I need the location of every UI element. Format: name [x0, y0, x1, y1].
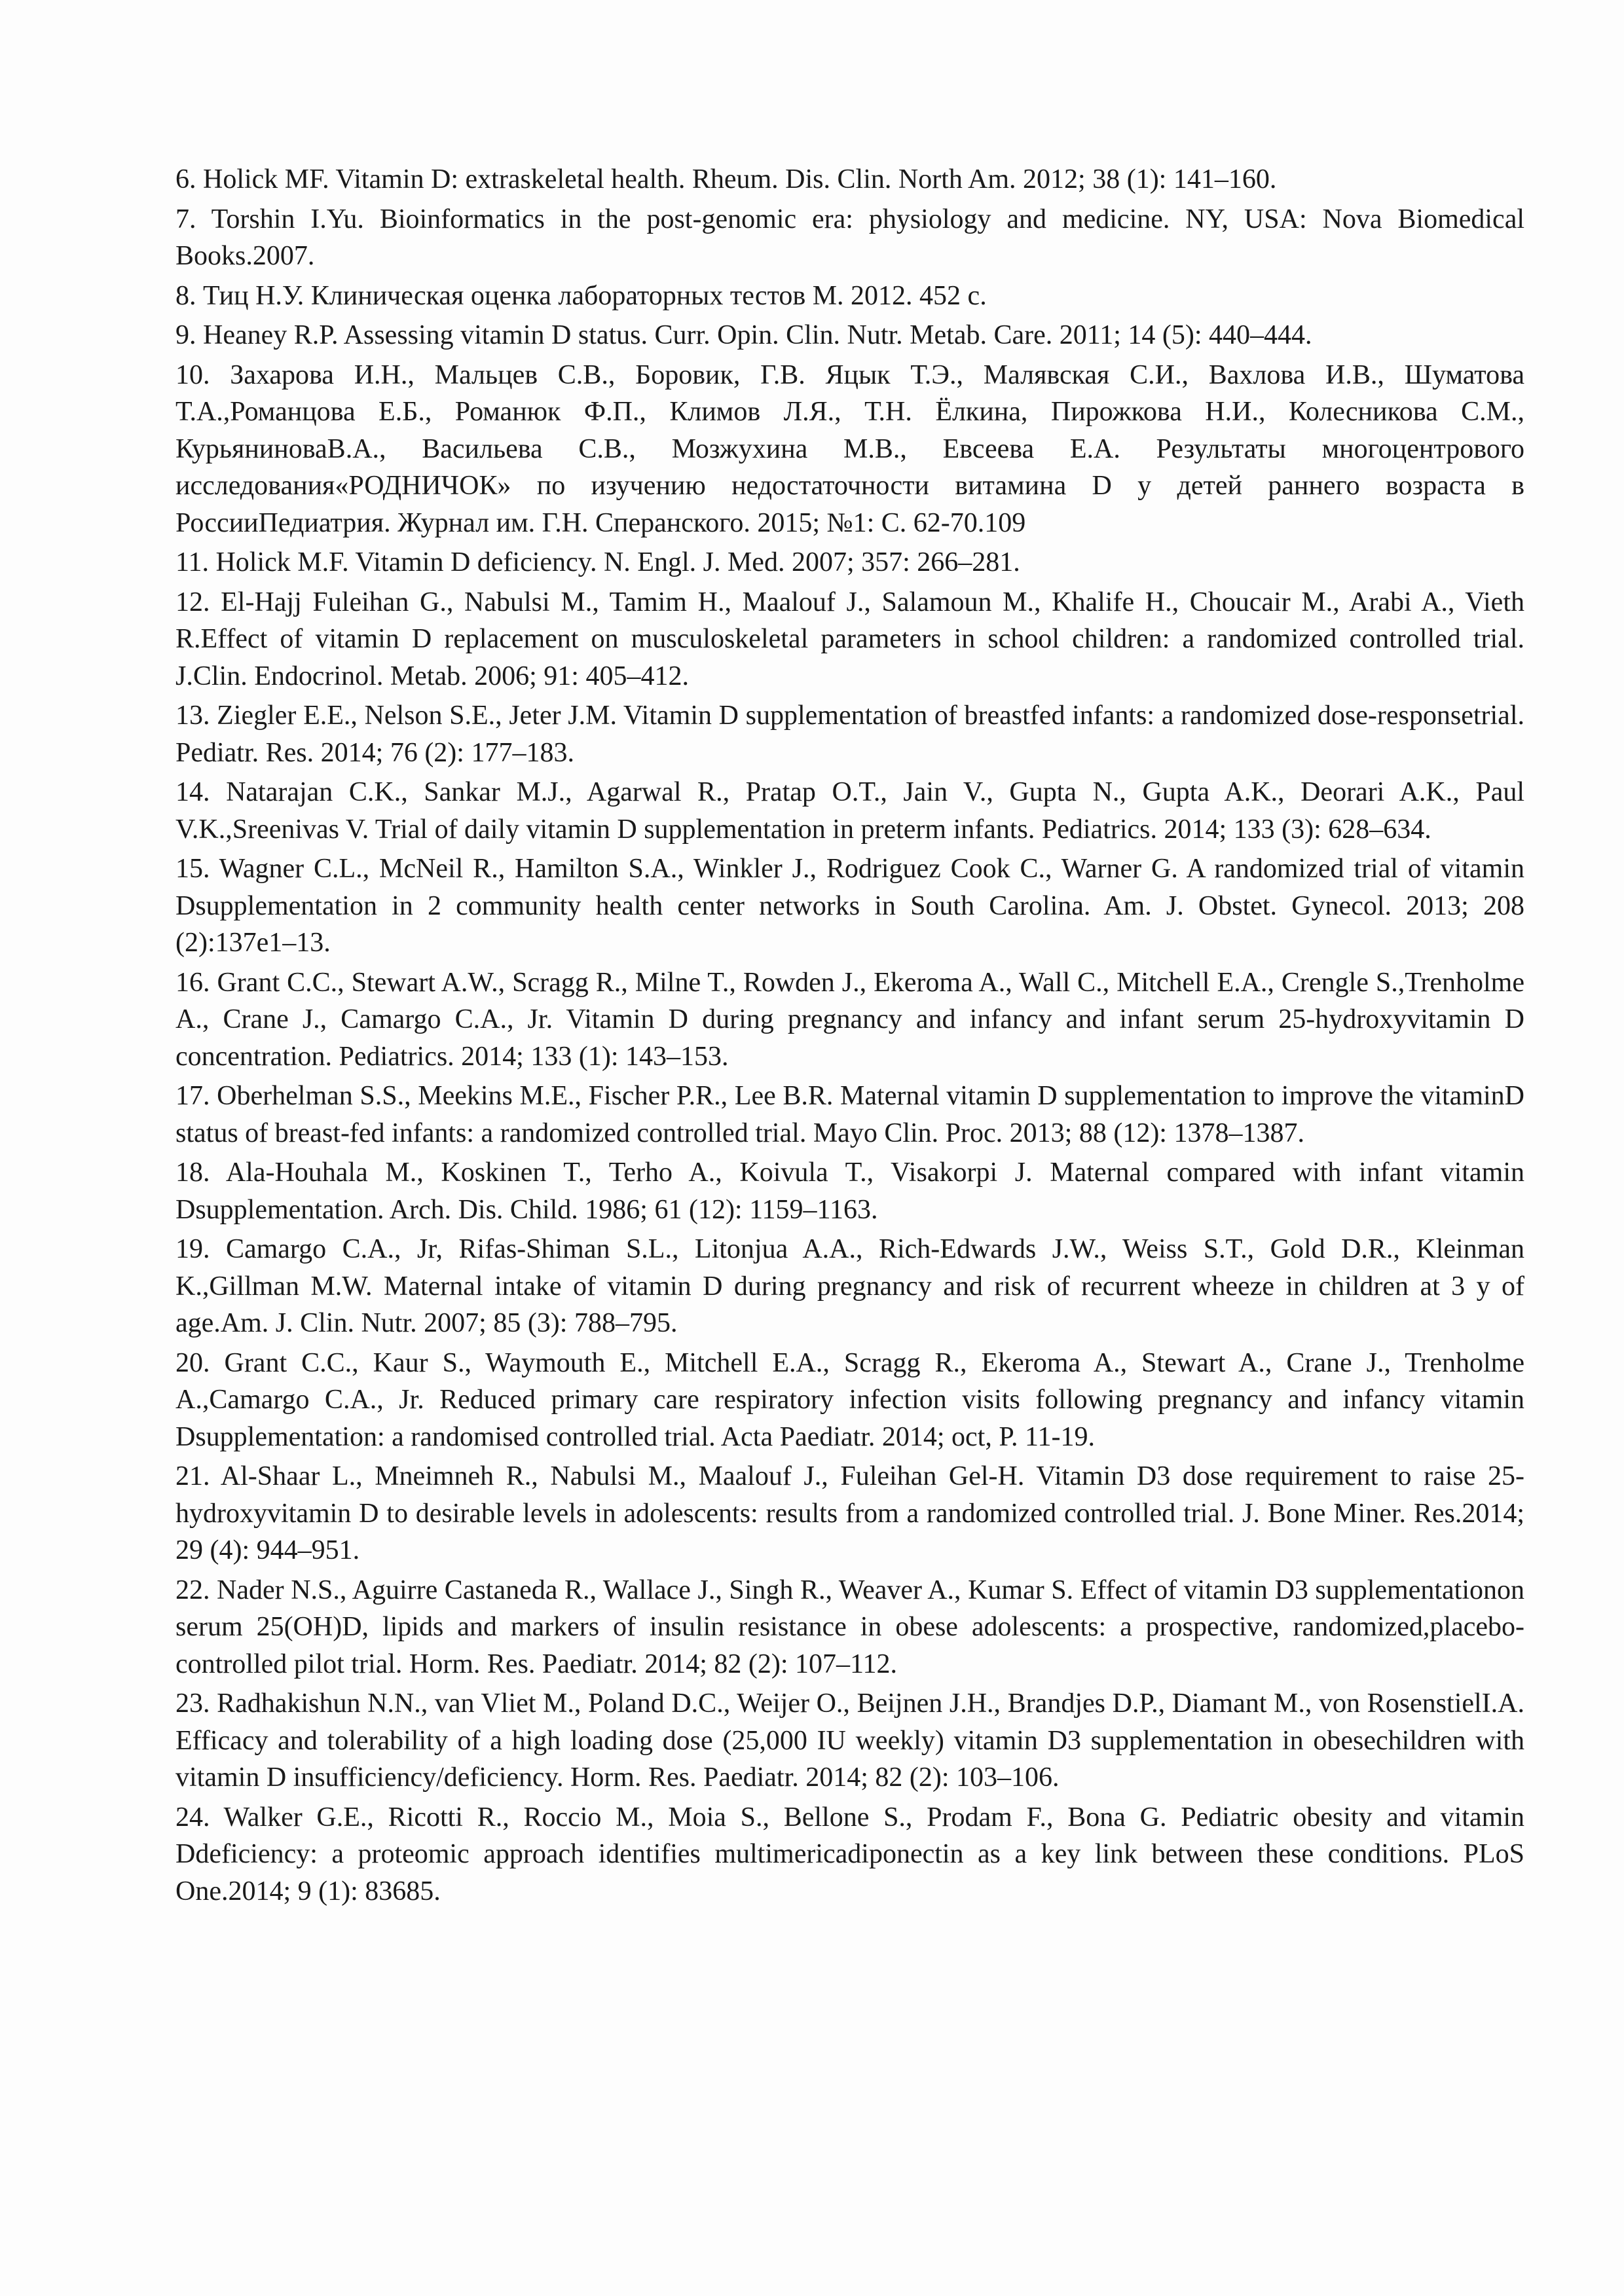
reference-item-13: 13. Ziegler E.E., Nelson S.E., Jeter J.M. Vitamin D supplementation of breastfed infants: a randomized dose-responsetrial. Pediatr. Res. 2014; 76 (2): 177–183.	[175, 701, 1524, 768]
reference-item-7: 7. Torshin I.Yu. Bioinformatics in the post-genomic era: physiology and medicine. NY, USA: Nova Biomedical Books.2007.	[175, 204, 1524, 271]
reference-item-21: 21. Al-Shaar L., Mneimneh R., Nabulsi M., Maalouf J., Fuleihan Gel-H. Vitamin D3 dose requirement to raise 25-hydroxyvitamin D to desirable levels in adolescents: results from a randomized controlled trial. J. Bone Miner. Res.2014; 29 (4): 944–951.	[175, 1461, 1524, 1565]
reference-item-22: 22. Nader N.S., Aguirre Castaneda R., Wallace J., Singh R., Weaver A., Kumar S. Effect of vitamin D3 supplementationon serum 25(OH)D, lipids and markers of insulin resistance in obese adolescents: a prospective, randomized,placebo-controlled pilot trial. Horm. Res. Paediatr. 2014; 82 (2): 107–112.	[175, 1575, 1524, 1679]
reference-item-24: 24. Walker G.E., Ricotti R., Roccio M., Moia S., Bellone S., Prodam F., Bona G. Pediatric obesity and vitamin Ddeficiency: a proteomic approach identifies multimericadiponectin as a key link between these conditions. PLoS One.2014; 9 (1): 83685.	[175, 1802, 1524, 1906]
reference-list	[175, 161, 1524, 1912]
reference-item-15: 15. Wagner C.L., McNeil R., Hamilton S.A., Winkler J., Rodriguez Cook C., Warner G. A randomized trial of vitamin Dsupplementation in 2 community health center networks in South Carolina. Am. J. Obstet. Gynecol. 2013; 208 (2):137e1–13.	[175, 854, 1524, 958]
reference-item-20: 20. Grant C.C., Kaur S., Waymouth E., Mitchell E.A., Scragg R., Ekeroma A., Stewart A., Crane J., Trenholme A.,Camargo C.A., Jr. Reduced primary care respiratory infection visits following pregnancy and infancy vitamin Dsupplementation: a randomised controlled trial. Acta Paediatr. 2014; oct, P. 11-19.	[175, 1347, 1524, 1452]
reference-item-9: 9. Heaney R.P. Assessing vitamin D status. Curr. Opin. Clin. Nutr. Metab. Care. 2011; 14 (5): 440–444.	[175, 320, 1312, 350]
reference-item-10: 10. Захарова И.Н., Мальцев С.В., Боровик, Г.В. Яцык Т.Э., Малявская С.И., Вахлова И.В., Шуматова Т.А.,Романцова Е.Б., Романюк Ф.П., Климов Л.Я., Т.Н. Ёлкина, Пирожкова Н.И., Колесникова С.М., КурьяниноваВ.А., Васильева С.В., Мозжухина М.В., Евсеева Е.А. Результаты многоцентрового исследования«РОДНИЧОК» по изучению недостаточности витамина D у детей раннего возраста в РоссииПедиатрия. Журнал им. Г.Н. Сперанского. 2015; №1: С. 62-70.109	[175, 359, 1524, 538]
reference-item-12: 12. El-Hajj Fuleihan G., Nabulsi M., Tamim H., Maalouf J., Salamoun M., Khalife H., Choucair M., Arabi A., Vieth R.Effect of vitamin D replacement on musculoskeletal parameters in school children: a randomized controlled trial. J.Clin. Endocrinol. Metab. 2006; 91: 405–412.	[175, 587, 1524, 691]
reference-item-19: 19. Camargo C.A., Jr, Rifas-Shiman S.L., Litonjua A.A., Rich-Edwards J.W., Weiss S.T., Gold D.R., Kleinman K.,Gillman M.W. Maternal intake of vitamin D during pregnancy and risk of recurrent wheeze in children at 3 y of age.Am. J. Clin. Nutr. 2007; 85 (3): 788–795.	[175, 1234, 1524, 1338]
reference-item-23: 23. Radhakishun N.N., van Vliet M., Poland D.C., Weijer O., Beijnen J.H., Brandjes D.P., Diamant M., von RosenstielI.A. Efficacy and tolerability of a high loading dose (25,000 IU weekly) vitamin D3 supplementation in obesechildren with vitamin D insufficiency/deficiency. Horm. Res. Paediatr. 2014; 82 (2): 103–106.	[175, 1688, 1524, 1793]
reference-item-18: 18. Ala-Houhala M., Koskinen T., Terho A., Koivula T., Visakorpi J. Maternal compared with infant vitamin Dsupplementation. Arch. Dis. Child. 1986; 61 (12): 1159–1163.	[175, 1157, 1524, 1225]
reference-item-6: 6. Holick MF. Vitamin D: extraskeletal health. Rheum. Dis. Clin. North Am. 2012; 38 (1): 141–160.	[175, 164, 1277, 194]
reference-item-14: 14. Natarajan C.K., Sankar M.J., Agarwal R., Pratap O.T., Jain V., Gupta N., Gupta A.K., Deorari A.K., Paul V.K.,Sreenivas V. Trial of daily vitamin D supplementation in preterm infants. Pediatrics. 2014; 133 (3): 628–634.	[175, 777, 1524, 845]
reference-item-16: 16. Grant C.C., Stewart A.W., Scragg R., Milne T., Rowden J., Ekeroma A., Wall C., Mitchell E.A., Crengle S.,Trenholme A., Crane J., Camargo C.A., Jr. Vitamin D during pregnancy and infancy and infant serum 25-hydroxyvitamin D concentration. Pediatrics. 2014; 133 (1): 143–153.	[175, 967, 1524, 1072]
reference-item-11: 11. Holick M.F. Vitamin D deficiency. N. Engl. J. Med. 2007; 357: 266–281.	[175, 547, 1020, 577]
reference-item-17: 17. Oberhelman S.S., Meekins M.E., Fischer P.R., Lee B.R. Maternal vitamin D supplementation to improve the vitaminD status of breast-fed infants: a randomized controlled trial. Mayo Clin. Proc. 2013; 88 (12): 1378–1387.	[175, 1081, 1524, 1148]
reference-item-8: 8. Тиц Н.У. Клиническая оценка лабораторных тестов М. 2012. 452 с.	[175, 280, 987, 311]
